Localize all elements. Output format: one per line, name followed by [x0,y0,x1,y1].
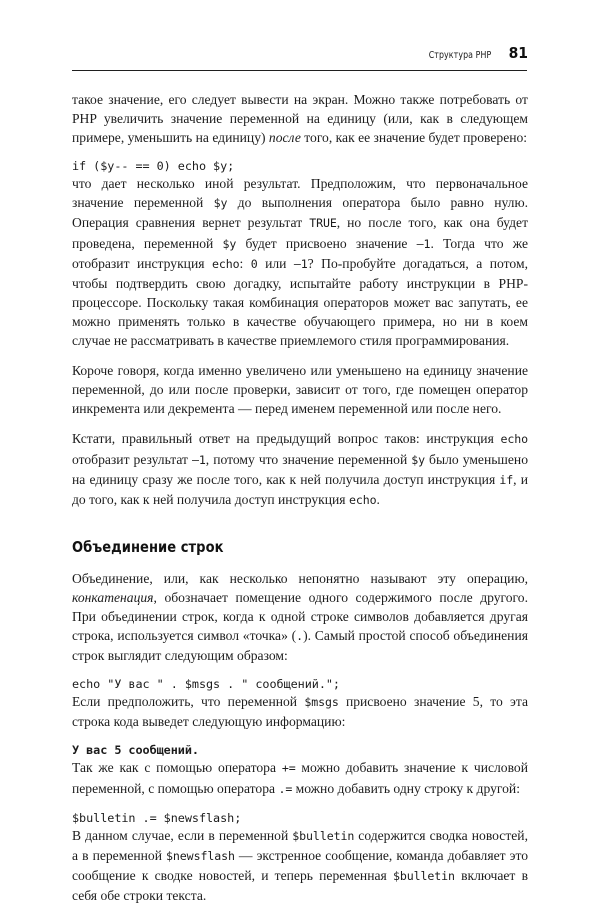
code-token-minus-one-3: –1 [192,452,206,467]
paragraph-4-text-f: . [376,491,380,507]
code-token-newsflash: $newsflash [166,848,235,863]
text-column [72,90,528,905]
paragraph-1-text: такое значение, его следует вывести на экран. Можно также потребовать от PHP увеличить значение переменной на единицу (или, как в следующем примере, уменьшить на единицу) [72,92,528,146]
paragraph-4-text-d: было уменьшено на единицу сразу же после того, как к ней получила доступ инструкция [72,451,529,487]
code-output-block: У вас 5 сообщений. [72,743,199,758]
paragraph-4-text-b: отобразит результат [72,451,193,467]
code-block-2: echo "У вас " . $msgs . " сообщений."; [72,677,340,692]
running-header [72,44,528,62]
paragraph-2-text-g: или [257,255,294,271]
paragraph-6 [72,692,528,731]
code-token-msgs: $msgs [304,695,339,710]
code-token-y-3: $y [411,452,426,467]
paragraph-8 [72,826,528,905]
paragraph-6-text-b: присвоено значение 5, то эта строка кода выведет следующую информацию: [72,694,528,730]
header-title: Структура PHP [428,50,492,61]
paragraph-1-tail: того, как ее значение будет проверено: [300,130,528,146]
code-token-if: if [499,472,514,487]
paragraph-8-text-a: В данном случае, если в переменной [72,827,293,843]
paragraph-3: Короче говоря, когда именно увеличено или уменьшено на единицу значение переменной, до или после проверки, зависит от того, где помещен оператор инкремента или декремента — перед именем переменной или после него. [72,363,528,417]
code-token-echo-1: echo [211,256,240,271]
code-token-plus-equals: += [281,761,296,776]
paragraph-2 [72,174,528,350]
paragraph-2-text-b: до выполнения оператора было равно нулю. Операция сравнения вернет результат [72,195,529,231]
paragraph-8-text-b: содержится сводка новостей, а в переменной [72,827,528,863]
code-token-minus-one-2: –1 [293,256,308,271]
paragraph-7 [72,758,528,798]
paragraph-2-text-d: будет присвоено значение [236,235,417,251]
page-number: 81 [508,44,528,62]
code-token-dot: . [296,629,304,644]
paragraph-2-text-f: : [239,255,251,271]
code-token-y-1: $y [213,196,228,211]
code-block-1: if ($y-- == 0) echo $y; [72,159,235,174]
paragraph-5 [72,569,528,665]
paragraph-4 [72,429,528,509]
paragraph-5-text-b: , обозначает помещение одного содержимого после другого. При объединении строк, когда к одной строке символов добавляется другая строка, используется символ «точка» ( [72,589,528,644]
paragraph-4-text-e: , и до того, как к ней получила доступ инструкция [72,471,528,507]
paragraph-7-text-a: Так же как с помощью оператора [72,760,282,776]
code-token-minus-one-1: –1 [416,236,431,251]
code-token-echo-2: echo [500,432,528,447]
code-token-y-2: $y [222,236,237,251]
code-token-echo-3: echo [348,492,377,507]
section-heading: Объединение строк [72,537,224,556]
paragraph-7-text-b: можно добавить значение к числовой переменной, с помощью оператора [72,760,529,796]
code-token-dot-equals: .= [278,781,293,796]
code-token-zero: 0 [250,256,258,271]
paragraph-4-text-c: , потому что значение переменной [205,451,412,467]
paragraph-2-text-c: , но после того, как она будет проведена, переменной [72,215,529,251]
paragraph-5-text-a: Объединение, или, как несколько непонятно называют эту операцию, [72,570,528,586]
paragraph-5-text-c: ). Самый простой способ объединения строк выглядит следующим образом: [72,628,528,664]
paragraph-6-text-a: Если предположить, что переменной [72,694,305,710]
paragraph-1-emphasis: после [268,130,301,146]
paragraph-2-text-e: . Тогда что же отобразит инструкция [72,235,528,271]
paragraph-4-text-a: Кстати, правильный ответ на предыдущий вопрос таков: инструкция [72,431,501,447]
code-block-3: $bulletin .= $newsflash; [72,810,242,825]
paragraph-2-text-h: ? По-пробуйте догадаться, а потом, чтобы подтвердить свою догадку, испытайте работу инструкции в PHP-процессоре. Поскольку такая комбинация операторов может вас запутать, ее можно применять только в качестве обучающего примера, но ни в коем случае не рассматривать в качестве приемлемого стиля программирования. [72,255,528,349]
paragraph-2-text-a: что дает несколько иной результат. Предположим, что первоначальное значение переменной [72,176,528,211]
code-token-true: TRUE [309,216,337,231]
paragraph-7-text-c: можно добавить одну строку к другой: [292,780,520,796]
paragraph-8-text-c: — экстренное сообщение, команда добавляет это сообщение к сводке новостей, и теперь переменная [72,847,529,883]
paragraph-8-text-d: включает в себя обе строки текста. [72,867,528,903]
paragraph-5-emphasis: конкатенация [72,589,154,605]
code-token-bulletin-2: $bulletin [392,868,455,883]
header-divider [72,70,527,71]
paragraph-1 [72,90,528,147]
code-token-bulletin-1: $bulletin [292,828,355,843]
